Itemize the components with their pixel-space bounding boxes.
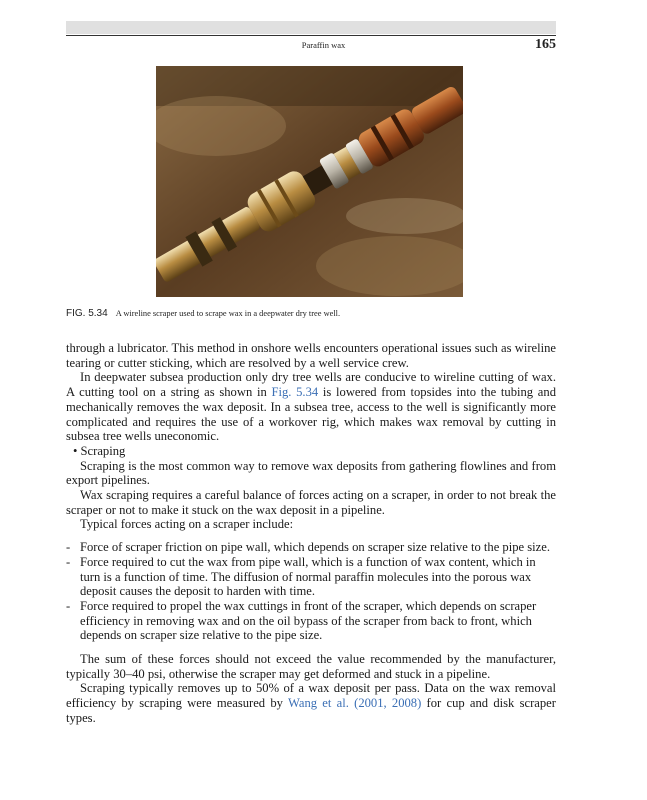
list-item: - Force of scraper friction on pipe wall, which depends on scraper size relative to the pipe size. — [66, 540, 556, 555]
paragraph-6: The sum of these forces should not exceed the value recommended by the manufacturer, typically 30–40 psi, otherwise the scraper may get deformed and stuck in a pipeline. — [66, 652, 556, 681]
body-text — [66, 341, 556, 726]
citation-link[interactable]: Wang et al. (2001, 2008) — [287, 696, 422, 711]
bullet-scraping: • Scraping — [73, 443, 126, 458]
paragraph-1: through a lubricator. This method in onshore wells encounters operational issues such as wireline tearing or cutter sticking, which are resolved by a well service crew. — [66, 341, 556, 370]
figure-label: FIG. 5.34 — [66, 308, 108, 319]
list-item: - Force required to cut the wax from pipe wall, which is a function of wax content, which in turn is a function of time. The diffusion of normal paraffin molecules into the porous wax deposit causes the deposit to harden with time. — [66, 555, 556, 599]
list-item: - Force required to propel the wax cuttings in front of the scraper, which depends on scraper efficiency in removing wax and on the oil bypass of the scraper from back to front, which depends on scraper size relative to the pipe size. — [66, 599, 556, 643]
caption-text: A wireline scraper used to scrape wax in a deepwater dry tree well. — [115, 309, 341, 318]
paragraph-3: Scraping is the most common way to remove wax deposits from gathering flowlines and from export pipelines. — [66, 458, 556, 488]
header-rule — [66, 35, 556, 36]
header-band — [66, 21, 556, 34]
running-title: Paraffin wax — [301, 40, 346, 50]
photo-illustration — [156, 66, 463, 297]
paragraph-7: Scraping typically removes up to 50% of a wax deposit per pass. Data on the wax removal efficiency by scraping were measured by Wang et al. (2001, 2008) for cup and disk scraper types. — [66, 681, 556, 725]
paragraph-4: Wax scraping requires a careful balance of forces acting on a scraper, in order to not break the scraper or not to make it stuck on the wax deposit in a pipeline. — [66, 488, 556, 517]
paragraph-5: Typical forces acting on a scraper include: — [80, 517, 294, 532]
figure-link[interactable]: Fig. 5.34 — [271, 385, 319, 400]
forces-list — [66, 540, 556, 643]
paragraph-2: In deepwater subsea production only dry tree wells are conducive to wireline cutting of wax. A cutting tool on a string as shown in Fig. 5.34 is lowered from topsides into the tubing and mechanically removes the wax deposit. In a subsea tree, access to the well is significantly more complicated and requires the use of a workover rig, which makes wax removal by cutting in subsea tree wells uneconomic. — [66, 370, 556, 444]
figure-caption — [66, 308, 556, 319]
page-number: 165 — [535, 37, 556, 52]
wireline-scraper-photo — [156, 66, 463, 297]
